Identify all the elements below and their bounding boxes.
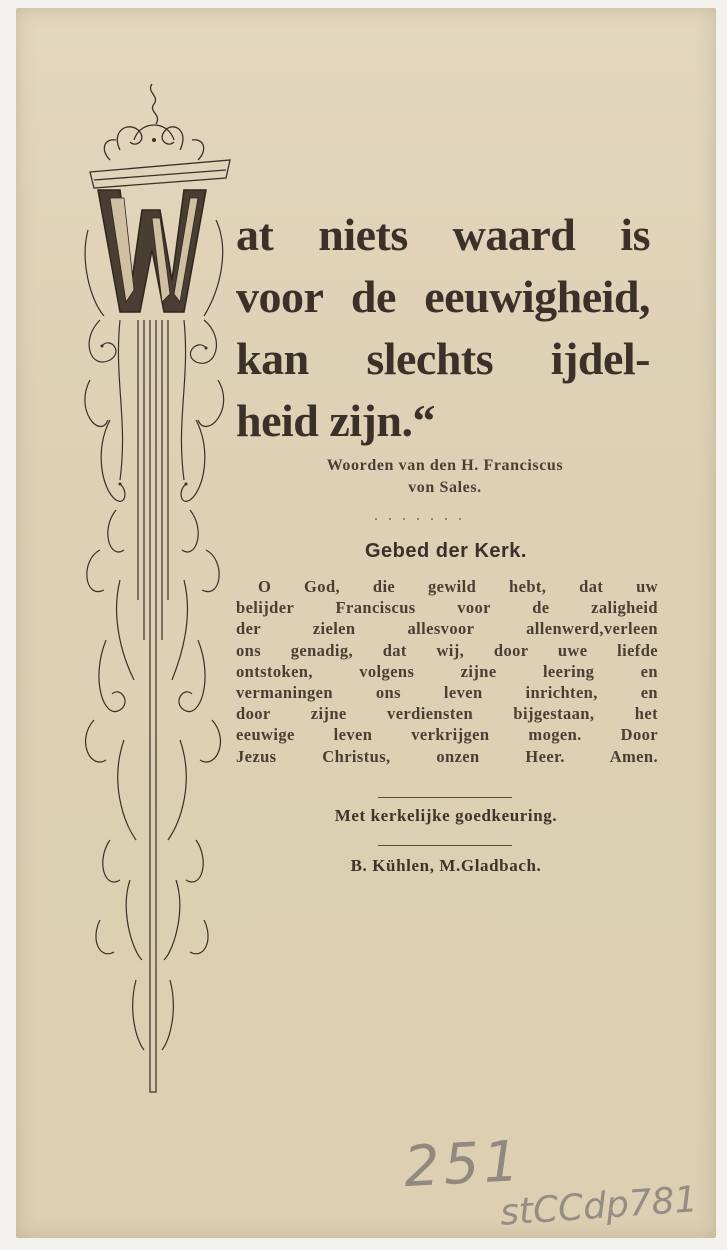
prayer-line: Jezus Christus, onzen Heer. Amen. xyxy=(236,746,658,766)
prayer-line: belijder Franciscus voor de zaligheid xyxy=(236,598,658,618)
quote-line: voor de eeuwigheid, xyxy=(236,271,650,322)
quote-line: kan slechts ijdel- xyxy=(236,333,650,384)
church-approval: Met kerkelijke goedkeuring. xyxy=(334,806,558,825)
prayer-line: ons genadig, dat wij, door uwe liefde xyxy=(236,640,658,660)
quote-line: at niets waard is xyxy=(236,209,650,260)
prayer-line: eeuwige leven verkrijgen mogen. Door xyxy=(236,725,658,745)
divider-rule xyxy=(378,845,512,846)
divider-rule xyxy=(378,797,512,798)
prayer-line: door zijne verdiensten bijgestaan, het xyxy=(236,704,658,724)
prayer-line: O God, die gewild hebt, dat uw xyxy=(258,577,658,596)
pencil-annotation-reference: stCCdp781 xyxy=(498,1179,699,1234)
attribution-line: von Sales. xyxy=(408,479,482,496)
prayer-text xyxy=(236,576,658,767)
prayer-line: vermaningen ons leven inrichten, en xyxy=(236,683,658,703)
quote-text xyxy=(236,204,656,452)
pencil-annotation-number: 251 xyxy=(402,1128,525,1201)
dotted-divider-icon xyxy=(370,515,470,523)
prayer-line: der zielen allesvoor allenwerd,verleen xyxy=(236,619,658,639)
prayer-line: ontstoken, volgens zijne leering en xyxy=(236,661,658,681)
ornamental-initial-icon xyxy=(80,80,240,1100)
quote-attribution xyxy=(250,455,640,499)
prayer-title: Gebed der Kerk. xyxy=(364,540,527,562)
attribution-line: Woorden van den H. Franciscus xyxy=(326,457,564,474)
printer-imprint: B. Kühlen, M.Gladbach. xyxy=(350,856,542,875)
quote-line: heid zijn.“ xyxy=(236,395,435,446)
